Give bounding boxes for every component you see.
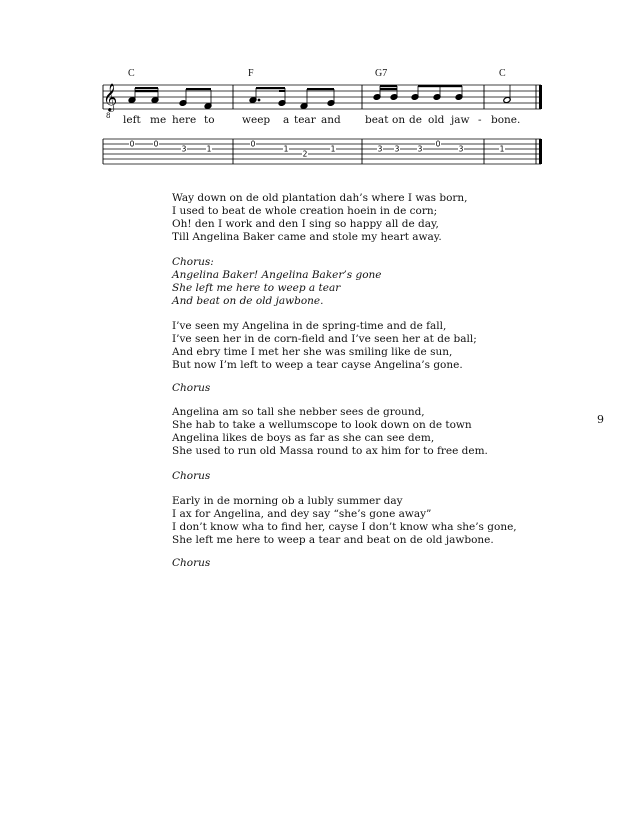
treble-clef-icon: 𝄞 <box>103 83 118 111</box>
lyric-syllable: - <box>478 114 482 126</box>
measure-3-notes <box>373 85 463 100</box>
tab-fret-number: 0 <box>153 139 159 149</box>
tab-barlines <box>103 139 536 164</box>
lyric-syllable: and <box>321 114 341 126</box>
verse-3 <box>172 406 488 458</box>
tab-fret-number: 3 <box>458 144 464 154</box>
chorus <box>172 256 382 308</box>
tab-fret-number: 1 <box>330 144 336 154</box>
verse-2 <box>172 320 477 372</box>
verse-line: Way down on de old plantation dah’s where I was born, <box>172 192 468 204</box>
tab-staff-lines <box>103 139 541 164</box>
tab-final-barline <box>539 139 542 164</box>
tab-fret-number: 0 <box>435 139 441 149</box>
measure-2-notes <box>249 87 335 109</box>
verse-line: She used to run old Massa round to ax him for to free dem. <box>172 445 488 457</box>
lyric-syllable: weep <box>242 114 271 126</box>
lyric-syllable: left <box>123 114 141 126</box>
lyric-syllable: jaw <box>451 114 470 126</box>
lyric-syllable: a <box>283 114 290 126</box>
lyric-syllable: bone. <box>491 114 521 126</box>
chorus-refrain-label: Chorus <box>172 470 211 482</box>
verse-line: She left me here to weep a tear and beat on de old jawbone. <box>172 534 494 546</box>
tab-fret-number: 3 <box>394 144 400 154</box>
verse-line: Angelina am so tall she nebber sees de ground, <box>172 406 425 418</box>
lyric-syllable: de <box>409 114 422 126</box>
page-number: 9 <box>597 413 604 426</box>
chord-symbol: F <box>248 68 254 79</box>
chord-symbol: C <box>499 68 506 79</box>
lyric-syllable: here <box>172 114 197 126</box>
chorus-line: Angelina Baker! Angelina Baker’s gone <box>172 269 382 281</box>
chord-symbol: C <box>128 68 135 79</box>
verse-line: She hab to take a wellumscope to look down on de town <box>172 419 472 431</box>
verse-line: Angelina likes de boys as far as she can see dem, <box>172 432 435 444</box>
final-barline <box>539 85 542 109</box>
verse-line: I don’t know wha to find her, cayse I don’t know wha she’s gone, <box>172 521 517 533</box>
chorus-refrain-label: Chorus <box>172 382 211 394</box>
lyric-syllable: old <box>428 114 445 126</box>
verse-line: I ax for Angelina, and dey say “she’s gone away” <box>172 508 432 520</box>
verse-line: Till Angelina Baker came and stole my heart away. <box>172 231 442 243</box>
octave-marker: 8 <box>106 112 111 120</box>
tab-fret-number: 3 <box>377 144 383 154</box>
lyric-syllable: me <box>150 114 167 126</box>
tab-fret-number: 3 <box>181 144 187 154</box>
tab-fret-number: 0 <box>129 139 135 149</box>
verse-line: Early in de morning ob a lubly summer day <box>172 495 403 507</box>
tab-fret-number: 0 <box>250 139 256 149</box>
chorus-line: And beat on de old jawbone. <box>172 295 324 307</box>
tab-fret-number: 1 <box>499 144 505 154</box>
chorus-refrain <box>172 382 210 395</box>
verse-line: I’ve seen my Angelina in de spring-time and de fall, <box>172 320 447 332</box>
lyric-syllable: on <box>392 114 406 126</box>
verse-line: I’ve seen her in de corn-field and I’ve seen her at de ball; <box>172 333 477 345</box>
chorus-refrain <box>172 557 210 570</box>
measure-4-notes <box>503 85 511 103</box>
verse-line: Oh! den I work and den I sing so happy all de day, <box>172 218 439 230</box>
tab-fret-number: 3 <box>417 144 423 154</box>
tab-fret-number: 1 <box>283 144 289 154</box>
chorus-heading: Chorus: <box>172 256 214 268</box>
measure-1-notes <box>128 87 212 109</box>
verse-line: I used to beat de whole creation hoein in de corn; <box>172 205 438 217</box>
verse-1 <box>172 192 468 244</box>
lyric-syllable: tear <box>294 114 316 126</box>
chorus-refrain <box>172 470 210 483</box>
verse-4 <box>172 495 517 547</box>
tab-fret-number: 2 <box>302 149 308 159</box>
music-score <box>0 0 636 200</box>
chord-symbol: G7 <box>375 68 388 79</box>
lyric-syllable: to <box>204 114 215 126</box>
verse-line: But now I’m left to weep a tear cayse Angelina’s gone. <box>172 359 463 371</box>
chorus-refrain-label: Chorus <box>172 557 211 569</box>
chorus-line: She left me here to weep a tear <box>172 282 341 294</box>
lyric-syllable: beat <box>365 114 389 126</box>
verse-line: And ebry time I met her she was smiling like de sun, <box>172 346 453 358</box>
tab-fret-number: 1 <box>206 144 212 154</box>
